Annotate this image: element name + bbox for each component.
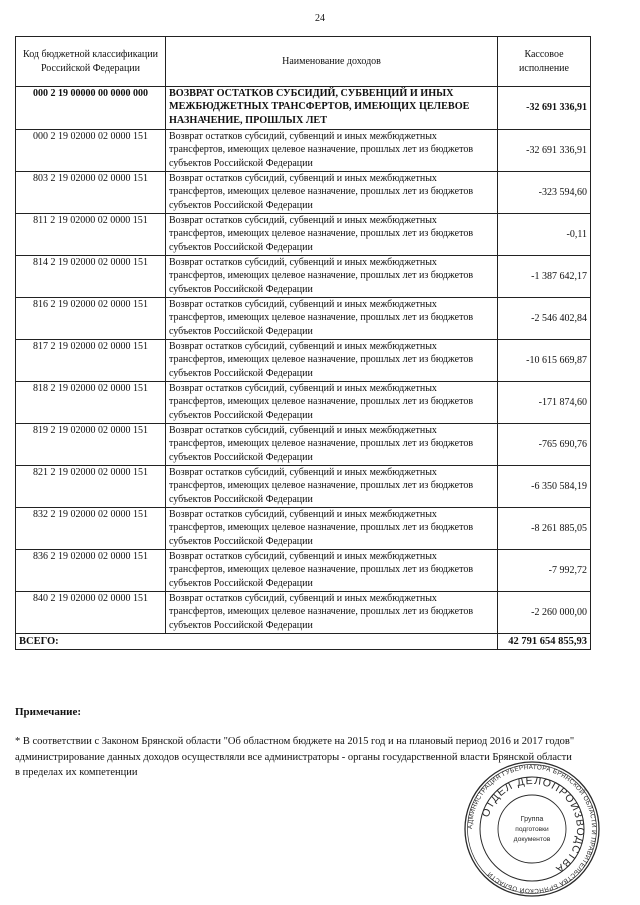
table-row	[16, 172, 591, 214]
row-amount: -32 691 336,91	[498, 130, 591, 172]
table-row	[16, 256, 591, 298]
row-amount: -0,11	[498, 214, 591, 256]
note-title: Примечание:	[15, 706, 82, 718]
table-header-row	[16, 37, 591, 87]
row-name: Возврат остатков субсидий, субвенций и иных межбюджетных трансфертов, имеющих целевое назначение, прошлых лет из бюджетов субъектов Российской Федерации	[166, 424, 498, 466]
row-name: Возврат остатков субсидий, субвенций и иных межбюджетных трансфертов, имеющих целевое назначение, прошлых лет из бюджетов субъектов Российской Федерации	[166, 508, 498, 550]
table-row	[16, 87, 591, 130]
row-code: 000 2 19 02000 02 0000 151	[16, 130, 166, 172]
official-stamp	[463, 760, 601, 898]
row-name: Возврат остатков субсидий, субвенций и иных межбюджетных трансфертов, имеющих целевое назначение, прошлых лет из бюджетов субъектов Российской Федерации	[166, 550, 498, 592]
table-row	[16, 424, 591, 466]
row-code: 000 2 19 00000 00 0000 000	[16, 87, 166, 130]
row-code: 832 2 19 02000 02 0000 151	[16, 508, 166, 550]
total-label: ВСЕГО:	[16, 634, 498, 650]
row-amount: -7 992,72	[498, 550, 591, 592]
row-code: 816 2 19 02000 02 0000 151	[16, 298, 166, 340]
header-amount: Кассовое исполнение	[498, 37, 591, 87]
row-code: 811 2 19 02000 02 0000 151	[16, 214, 166, 256]
row-name: Возврат остатков субсидий, субвенций и иных межбюджетных трансфертов, имеющих целевое назначение, прошлых лет из бюджетов субъектов Российской Федерации	[166, 256, 498, 298]
row-amount: -6 350 584,19	[498, 466, 591, 508]
row-code: 821 2 19 02000 02 0000 151	[16, 466, 166, 508]
budget-table	[15, 36, 591, 650]
table-row	[16, 592, 591, 634]
row-name: Возврат остатков субсидий, субвенций и иных межбюджетных трансфертов, имеющих целевое назначение, прошлых лет из бюджетов субъектов Российской Федерации	[166, 172, 498, 214]
row-code: 814 2 19 02000 02 0000 151	[16, 256, 166, 298]
row-amount: -2 260 000,00	[498, 592, 591, 634]
row-name: Возврат остатков субсидий, субвенций и иных межбюджетных трансфертов, имеющих целевое назначение, прошлых лет из бюджетов субъектов Российской Федерации	[166, 130, 498, 172]
stamp-outer-text: АДМИНИСТРАЦИЯ ГУБЕРНАТОРА БРЯНСКОЙ ОБЛАСТИ И ПРАВИТЕЛЬСТВА БРЯНСКОЙ ОБЛАСТИ	[466, 763, 598, 895]
table-row	[16, 340, 591, 382]
header-name: Наименование доходов	[166, 37, 498, 87]
row-code: 818 2 19 02000 02 0000 151	[16, 382, 166, 424]
row-code: 836 2 19 02000 02 0000 151	[16, 550, 166, 592]
stamp-center-line-2: подготовки	[515, 826, 549, 833]
table-row	[16, 382, 591, 424]
row-amount: -171 874,60	[498, 382, 591, 424]
row-amount: -10 615 669,87	[498, 340, 591, 382]
header-code: Код бюджетной классификации Российской Федерации	[16, 37, 166, 87]
table-row	[16, 298, 591, 340]
stamp-center-line-3: документов	[513, 836, 551, 843]
stamp-inner-text: ОТДЕЛ ДЕЛОПРОИЗВОДСТВА	[479, 774, 587, 876]
row-amount: -1 387 642,17	[498, 256, 591, 298]
row-code: 803 2 19 02000 02 0000 151	[16, 172, 166, 214]
total-row	[16, 634, 591, 650]
table-row	[16, 550, 591, 592]
row-name: ВОЗВРАТ ОСТАТКОВ СУБСИДИЙ, СУБВЕНЦИЙ И ИНЫХ МЕЖБЮДЖЕТНЫХ ТРАНСФЕРТОВ, ИМЕЮЩИХ ЦЕЛЕВОЕ НАЗНАЧЕНИЕ, ПРОШЛЫХ ЛЕТ	[166, 87, 498, 130]
row-amount: -2 546 402,84	[498, 298, 591, 340]
table-row	[16, 214, 591, 256]
stamp-center-line-1: Группа	[520, 814, 544, 823]
row-amount: -32 691 336,91	[498, 87, 591, 130]
row-amount: -765 690,76	[498, 424, 591, 466]
total-amount: 42 791 654 855,93	[498, 634, 591, 650]
note-text: * В соответствии с Законом Брянской области "Об областном бюджете на 2015 год и на плановый период 2016 и 2017 годов" администрирование данных доходов осуществляли все администраторы - органы государственной власти Брянской области в пределах их компетенции	[15, 736, 575, 779]
table-row	[16, 130, 591, 172]
row-name: Возврат остатков субсидий, субвенций и иных межбюджетных трансфертов, имеющих целевое назначение, прошлых лет из бюджетов субъектов Российской Федерации	[166, 214, 498, 256]
row-name: Возврат остатков субсидий, субвенций и иных межбюджетных трансфертов, имеющих целевое назначение, прошлых лет из бюджетов субъектов Российской Федерации	[166, 382, 498, 424]
row-amount: -323 594,60	[498, 172, 591, 214]
row-name: Возврат остатков субсидий, субвенций и иных межбюджетных трансфертов, имеющих целевое назначение, прошлых лет из бюджетов субъектов Российской Федерации	[166, 592, 498, 634]
row-code: 840 2 19 02000 02 0000 151	[16, 592, 166, 634]
row-code: 817 2 19 02000 02 0000 151	[16, 340, 166, 382]
row-code: 819 2 19 02000 02 0000 151	[16, 424, 166, 466]
table-row	[16, 508, 591, 550]
table-body	[16, 87, 591, 650]
row-amount: -8 261 885,05	[498, 508, 591, 550]
page-number: 24	[315, 13, 325, 24]
row-name: Возврат остатков субсидий, субвенций и иных межбюджетных трансфертов, имеющих целевое назначение, прошлых лет из бюджетов субъектов Российской Федерации	[166, 466, 498, 508]
row-name: Возврат остатков субсидий, субвенций и иных межбюджетных трансфертов, имеющих целевое назначение, прошлых лет из бюджетов субъектов Российской Федерации	[166, 340, 498, 382]
row-name: Возврат остатков субсидий, субвенций и иных межбюджетных трансфертов, имеющих целевое назначение, прошлых лет из бюджетов субъектов Российской Федерации	[166, 298, 498, 340]
table-row	[16, 466, 591, 508]
